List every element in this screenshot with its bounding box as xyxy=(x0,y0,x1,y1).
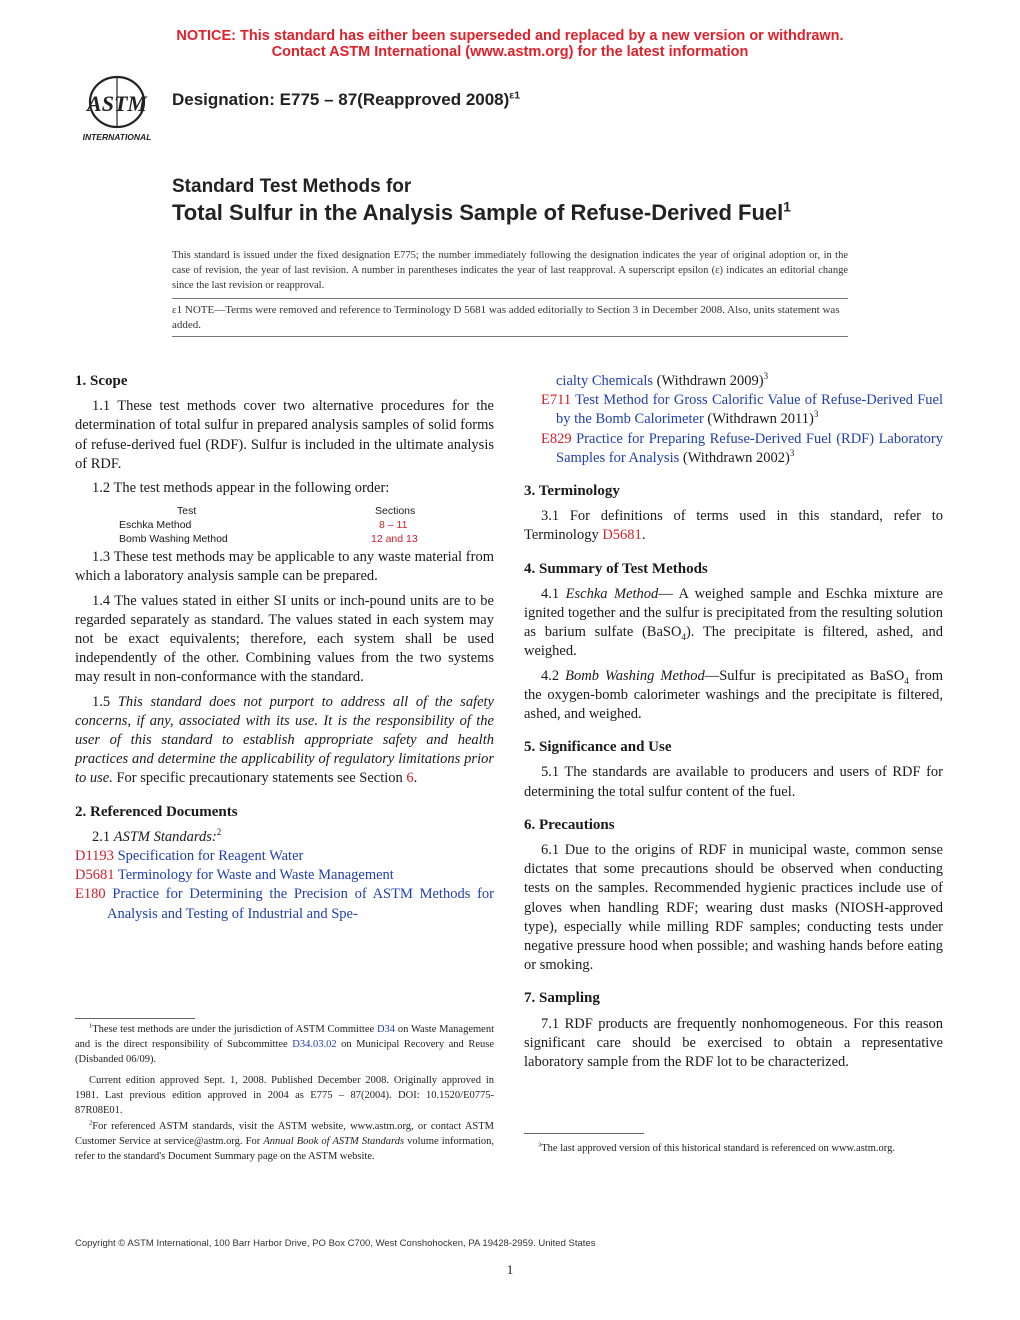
paragraph-3-1 xyxy=(524,507,943,545)
footnote-1-edition: Current edition approved Sept. 1, 2008. Published December 2008. Originally approved in 1981. Last previous edition approved in 2004 as E775 – 87(2004). DOI: 10.1520/E0775-87R08E01. xyxy=(75,1075,494,1116)
paragraph-text: 3.1 For definitions of terms used in this standard, refer to Terminology xyxy=(524,508,943,544)
footnote-mark: 3 xyxy=(538,1141,542,1149)
footnote-3 xyxy=(524,1141,943,1156)
footnote-text: For referenced ASTM standards, visit the ASTM website, www.astm.org, or contact ASTM Customer Service at service@astm.org. For xyxy=(75,1121,494,1147)
footnote-mark: 2 xyxy=(216,827,222,838)
reference-title[interactable]: Practice for Preparing Refuse-Derived Fuel (RDF) Laboratory Samples for Analysis xyxy=(556,430,943,466)
paragraph-end: . xyxy=(641,527,646,544)
paragraph-text: — A weighed sample and Eschka mixture are ignited together and the sulfur is precipitated from the resulting solution as barium sulfate (BaSO xyxy=(524,585,943,641)
astm-logo xyxy=(72,74,162,144)
paragraph-number: 2.1 xyxy=(92,828,114,845)
reference-code[interactable]: E711 xyxy=(541,392,572,409)
footnote-rule-left xyxy=(75,1018,195,1019)
reference-title[interactable]: Terminology for Waste and Waste Management xyxy=(114,867,394,884)
committee-d34-link[interactable]: D34 xyxy=(376,1024,396,1035)
designation-epsilon: ε1 xyxy=(509,89,521,102)
method-order-table xyxy=(75,500,494,548)
withdrawal-notice-line1: NOTICE: This standard has either been superseded and replaced by a new version or withdrawn. xyxy=(176,28,844,44)
table-header-sections: Sections xyxy=(375,505,416,518)
section-7-heading: 7. Sampling xyxy=(524,990,600,1007)
table-row-sections-link[interactable]: 8 – 11 xyxy=(379,519,408,532)
paragraph-1-5 xyxy=(75,693,494,789)
footnote-mark: 3 xyxy=(763,371,769,382)
reference-code[interactable]: E180 xyxy=(75,886,106,903)
method-name: Eschka Method xyxy=(565,585,659,602)
section-2-heading: 2. Referenced Documents xyxy=(75,803,238,820)
paragraph-text: from the oxygen-bomb calorimeter washings and the precipitate is filtered, ashed, and weighed. xyxy=(524,667,944,723)
footnote-1 xyxy=(75,1022,494,1067)
annual-book-title: Annual Book of ASTM Standards xyxy=(263,1136,405,1147)
paragraph-4-2 xyxy=(524,667,943,725)
paragraph-6-1: 6.1 Due to the origins of RDF in municipal waste, common sense dictates that some precautions should be observed when conducting tests on the samples. Recommended hygienic practices include use of gloves when handling RDF; wearing dust masks (NIOSH-approved type), especially while milling RDF samples; conducting tests under negative pressure hood when possible; and washing hands before eating or smoking. xyxy=(524,842,943,974)
reference-title[interactable]: Specification for Reagent Water xyxy=(113,848,304,865)
designation-label: Designation: E775 – 87(Reapproved 2008) xyxy=(172,90,510,109)
reference-e711[interactable] xyxy=(524,391,943,429)
editorial-note-mark: ε1 xyxy=(172,304,183,316)
paragraph-1-1: 1.1 These test methods cover two alternative procedures for the determination of total sulfur in prepared analysis samples of solid forms of refuse-derived fuel (RDF). Sulfur is included in the ultimate analysis of RDF. xyxy=(75,398,494,472)
withdrawn-note: (Withdrawn 2009) xyxy=(653,373,764,389)
paragraph-number: 4.1 xyxy=(541,585,566,602)
header-divider-bottom xyxy=(172,336,848,337)
footnote-2 xyxy=(75,1119,494,1164)
paragraph-1-5-end: . xyxy=(413,770,418,787)
paragraph-1-5-tail: For specific precautionary statements see Section xyxy=(112,770,407,787)
paragraph-1-4: 1.4 The values stated in either SI units or inch-pound units are to be regarded separately as standard. The values stated in each system may not be exact equivalents; therefore, each system shall be used independently of the other. Combining values from the two systems may result in non-conformance with the standard. xyxy=(75,592,494,686)
reference-code[interactable]: D5681 xyxy=(75,867,115,884)
footnote-text: on Municipal Recovery and Reuse (Disbanded 06/09). xyxy=(75,1039,494,1065)
issue-statement: This standard is issued under the fixed designation E775; the number immediately following the designation indicates the year of original adoption or, in the case of revision, the year of last revision. A number in parentheses indicates the year of last reapproval. A superscript epsilon (ε) indicates an editorial change since the last revision or reapproval. xyxy=(172,250,848,291)
reference-e180[interactable] xyxy=(75,885,494,923)
footnote-mark: 3 xyxy=(789,447,795,458)
logo-subtext: INTERNATIONAL xyxy=(82,132,152,142)
method-name: Bomb Washing Method xyxy=(565,667,705,684)
header-divider-top xyxy=(172,298,848,299)
paragraph-5-1: 5.1 The standards are available to producers and users of RDF for determining the total sulfur content of the fuel. xyxy=(524,764,943,800)
paragraph-number: 4.2 xyxy=(541,667,566,684)
footnote-text: The last approved version of this historical standard is referenced on www.astm.org. xyxy=(541,1143,895,1154)
subcommittee-link[interactable]: D34.03.02 xyxy=(292,1039,337,1050)
footnotes-left xyxy=(75,1022,494,1164)
editorial-note xyxy=(172,303,848,333)
page-number: 1 xyxy=(506,1262,514,1277)
withdrawn-note: (Withdrawn 2011) xyxy=(703,411,814,428)
subscript: 4 xyxy=(681,632,686,643)
footnote-mark: 3 xyxy=(813,409,819,420)
paragraph-2-1 xyxy=(75,828,494,847)
terminology-d5681-link[interactable]: D5681 xyxy=(602,527,642,544)
paragraph-1-3: 1.3 These test methods may be applicable to any waste material from which a laboratory analysis sample can be prepared. xyxy=(75,549,494,585)
right-column xyxy=(524,372,943,1072)
section-6-heading: 6. Precautions xyxy=(524,816,615,833)
reference-e180-continued[interactable] xyxy=(524,372,943,391)
table-row-test: Eschka Method xyxy=(119,519,192,532)
paragraph-number: 1.5 xyxy=(92,693,118,710)
table-row-test: Bomb Washing Method xyxy=(119,533,228,546)
section-5-heading: 5. Significance and Use xyxy=(524,739,672,756)
paragraph-7-1: 7.1 RDF products are frequently nonhomogeneous. For this reason significant care should be exercised to obtain a representative laboratory sample from the RDF lot to be characterized. xyxy=(524,1015,943,1071)
footnote-text: volume information, refer to the standard's Document Summary page on the ASTM website. xyxy=(75,1136,494,1162)
reference-d5681[interactable] xyxy=(75,866,494,885)
footnote-mark: 1 xyxy=(89,1022,93,1030)
section-1-heading: 1. Scope xyxy=(75,373,128,389)
title-footnote-mark: 1 xyxy=(783,199,791,215)
safety-statement: This standard does not purport to address all of the safety concerns, if any, associated with its use. It is the responsibility of the user of this standard to establish appropriate safety and health practices and determine the applicability of regulatory limitations prior to use. xyxy=(75,693,494,787)
withdrawn-note: (Withdrawn 2002) xyxy=(679,449,790,466)
reference-code[interactable]: D1193 xyxy=(75,848,114,865)
reference-e829[interactable] xyxy=(524,430,943,468)
reference-code[interactable]: E829 xyxy=(541,430,572,447)
reference-title[interactable]: Test Method for Gross Calorific Value of Refuse-Derived Fuel by the Bomb Calorimeter xyxy=(556,392,943,428)
paragraph-1-2: 1.2 The test methods appear in the following order: xyxy=(92,480,390,497)
copyright-line: Copyright © ASTM International, 100 Barr Harbor Drive, PO Box C700, West Conshohocken, PA 19428-2959. United States xyxy=(75,1238,596,1249)
footnote-text: on Waste Management and is the direct responsibility of Subcommittee xyxy=(75,1024,494,1050)
paragraph-4-1 xyxy=(524,585,943,662)
footnote-mark: 2 xyxy=(89,1119,93,1127)
document-title-line2 xyxy=(172,200,791,226)
footnote-text: These test methods are under the jurisdiction of ASTM Committee xyxy=(92,1024,377,1035)
reference-title[interactable]: cialty Chemicals xyxy=(556,373,654,389)
table-row-sections-link[interactable]: 12 and 13 xyxy=(371,533,418,546)
designation xyxy=(172,90,520,110)
document-title-line1: Standard Test Methods for xyxy=(172,176,412,197)
paragraph-text: —Sulfur is precipitated as BaSO xyxy=(704,667,905,684)
footnote-rule-right xyxy=(524,1133,644,1134)
document-title-main: Total Sulfur in the Analysis Sample of Refuse-Derived Fuel xyxy=(172,200,784,225)
withdrawal-notice-line2: Contact ASTM International (www.astm.org) for the latest information xyxy=(271,44,749,60)
table-header-test: Test xyxy=(177,505,197,518)
reference-title[interactable]: Practice for Determining the Precision of ASTM Methods for Analysis and Testing of Industrial and Spe- xyxy=(105,886,494,922)
editorial-note-text: NOTE—Terms were removed and reference to Terminology D 5681 was added editorially to Section 3 in December 2008. Also, units statement was added. xyxy=(172,304,840,331)
astm-standards-label: ASTM Standards: xyxy=(113,828,217,845)
reference-d1193[interactable] xyxy=(75,847,494,866)
logo-text: ASTM xyxy=(87,91,147,116)
section-3-heading: 3. Terminology xyxy=(524,483,620,500)
left-column xyxy=(75,372,494,924)
section-6-link[interactable]: 6 xyxy=(406,770,414,787)
subscript: 4 xyxy=(904,675,909,686)
paragraph-text: ). The precipitate is filtered, ashed, and weighed. xyxy=(524,624,943,660)
section-4-heading: 4. Summary of Test Methods xyxy=(524,560,708,577)
